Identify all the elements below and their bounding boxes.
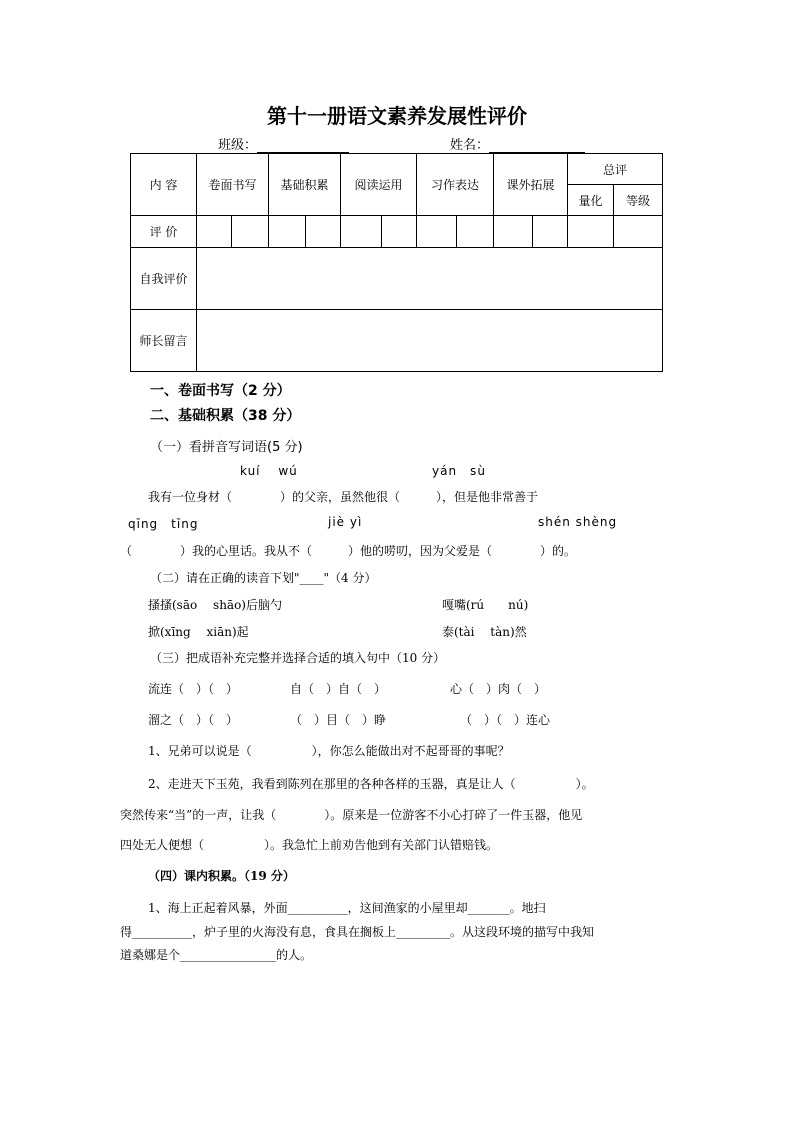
question-1: 1、兄弟可以说是（ ），你怎么能做出对不起哥哥的事呢？ xyxy=(148,744,510,758)
question-2-line1: 2、走进天下玉苑，我看到陈列在那里的各种各样的玉器，真是让人（ ）。 xyxy=(148,777,594,791)
class-field xyxy=(218,134,349,153)
idiom-4: 溜之（ ）（ ） xyxy=(148,713,239,727)
header-reading: 阅读运用 xyxy=(341,154,417,216)
question-2-line3: 四处无人便想（ ）。我急忙上前劝告他到有关部门认错赔钱。 xyxy=(120,838,499,852)
idiom-5: （ ）目（ ）睁 xyxy=(290,713,387,727)
header-basics: 基础积累 xyxy=(269,154,341,216)
header-total: 总评 xyxy=(568,154,663,185)
self-eval-area[interactable] xyxy=(197,248,663,310)
pinyin-kuiwu: kuí wú xyxy=(240,464,298,478)
idiom-2: 自（ ）自（ ） xyxy=(290,682,387,696)
reading-item-3: 掀(xīng xiān)起 xyxy=(148,625,249,639)
pinyin-jieyi: jiè yì xyxy=(328,515,363,529)
part1-line2: （ ）我的心里话。我从不（ ）他的唠叨，因为父爱是（ ）的。 xyxy=(120,544,577,558)
name-blank[interactable] xyxy=(489,138,585,153)
name-field xyxy=(450,134,585,153)
eval-cell[interactable] xyxy=(568,216,614,248)
section-handwriting: 一、卷面书写（2 分） xyxy=(150,383,291,399)
teacher-note-area[interactable] xyxy=(197,310,663,372)
eval-cell[interactable] xyxy=(614,216,663,248)
row-teacher-label: 师长留言 xyxy=(131,310,197,372)
question-2-line2: 突然传来“当”的一声，让我（ ）。原来是一位游客不小心打碎了一件玉器，他见 xyxy=(120,808,583,822)
idiom-3: 心（ ）肉（ ） xyxy=(450,682,547,696)
eval-cell[interactable] xyxy=(197,216,232,248)
eval-cell[interactable] xyxy=(457,216,494,248)
section-basics: 二、基础积累（38 分） xyxy=(150,408,301,424)
class-blank[interactable] xyxy=(257,138,349,153)
header-grade: 等级 xyxy=(614,185,663,216)
header-quant: 量化 xyxy=(568,185,614,216)
header-extension: 课外拓展 xyxy=(494,154,568,216)
header-content: 内 容 xyxy=(131,154,197,216)
idiom-6: （ ）（ ）连心 xyxy=(460,713,551,727)
header-handwriting: 卷面书写 xyxy=(197,154,269,216)
eval-cell[interactable] xyxy=(306,216,341,248)
part4-heading: （四）课内积累。（19 分） xyxy=(148,869,295,883)
eval-cell[interactable] xyxy=(341,216,382,248)
part4-line1: 1、海上正起着风暴，外面__________，这间渔家的小屋里却_______。地扫 xyxy=(148,901,546,915)
part1-line1: 我有一位身材（ ）的父亲，虽然他很（ ），但是他非常善于 xyxy=(148,490,539,504)
pinyin-yansu: yán sù xyxy=(432,464,486,478)
reading-item-1: 搔搔(sāo shāo)后脑勺 xyxy=(148,598,282,612)
part4-line3: 道桑娜是个________________的人。 xyxy=(120,948,313,962)
part2-heading: （二）请在正确的读音下划"____"（4 分） xyxy=(150,571,377,585)
eval-cell[interactable] xyxy=(417,216,457,248)
eval-cell[interactable] xyxy=(533,216,568,248)
row-eval-label: 评 价 xyxy=(131,216,197,248)
eval-cell[interactable] xyxy=(494,216,533,248)
part3-heading: （三）把成语补充完整并选择合适的填入句中（10 分） xyxy=(150,651,446,665)
header-writing: 习作表达 xyxy=(417,154,494,216)
eval-cell[interactable] xyxy=(232,216,269,248)
evaluation-table xyxy=(130,153,663,372)
eval-cell[interactable] xyxy=(382,216,417,248)
class-label: 班级： xyxy=(218,138,258,153)
part1-heading: （一）看拼音写词语(5 分) xyxy=(150,440,303,455)
pinyin-qingting: qīng tīng xyxy=(128,517,199,531)
name-label: 姓名： xyxy=(450,138,490,153)
part4-line2: 得__________，炉子里的火海没有息，食具在搁板上_________。从这段环境的描写中我知 xyxy=(120,925,595,939)
row-self-label: 自我评价 xyxy=(131,248,197,310)
page-title: 第十一册语文素养发展性评价 xyxy=(267,104,527,128)
reading-item-2: 嘎嘴(rú nú) xyxy=(442,598,529,612)
eval-cell[interactable] xyxy=(269,216,306,248)
idiom-1: 流连（ ）（ ） xyxy=(148,682,239,696)
reading-item-4: 泰(tài tàn)然 xyxy=(442,625,527,639)
pinyin-shensheng: shén shèng xyxy=(538,515,618,529)
